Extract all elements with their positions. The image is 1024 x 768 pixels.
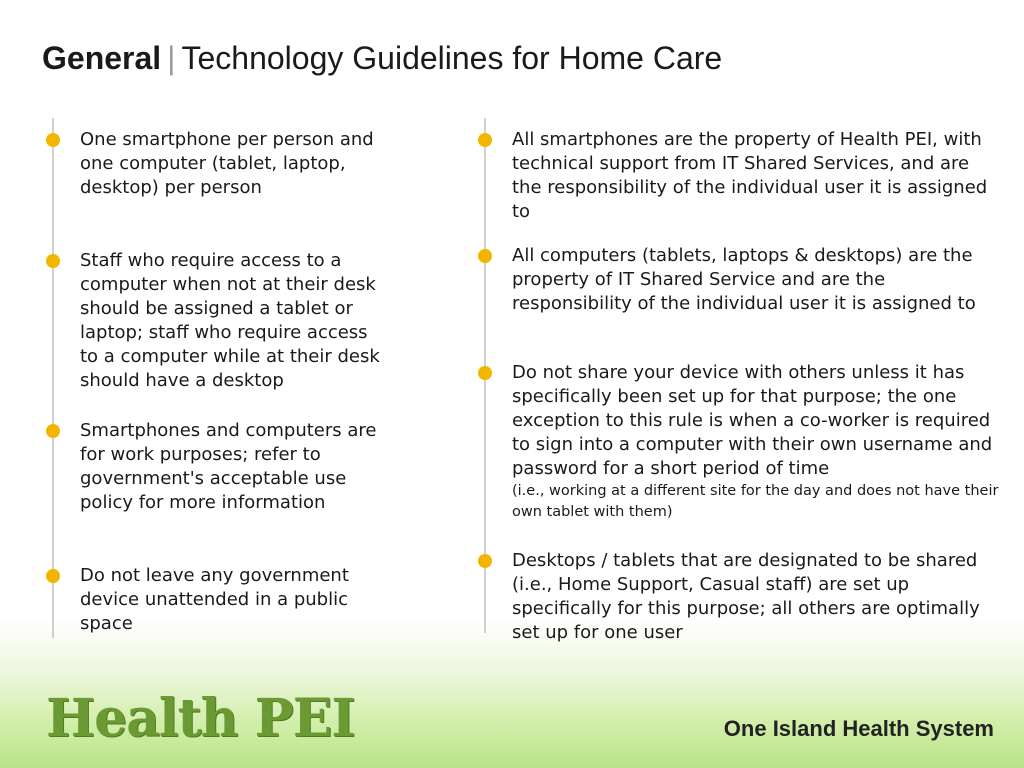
bullet-dot-icon [46, 424, 60, 438]
left-bullet-1 [40, 128, 390, 200]
bullet-dot-icon [46, 569, 60, 583]
bullet-text: Staff who require access to a computer when not at their desk should be assigned a tablet or laptop; staff who require access to a computer while at their desk should have a desktop [80, 250, 380, 391]
left-bullet-3 [40, 419, 390, 515]
bullet-dot-icon [478, 249, 492, 263]
bullet-text: Desktops / tablets that are designated to be shared (i.e., Home Support, Casual staff) are set up specifically for this purpose; all others are optimally set up for one user [512, 550, 980, 643]
title-separator: | [167, 40, 176, 76]
bullet-text: All smartphones are the property of Health PEI, with technical support from IT Shared Services, and are the responsibility of the individual user it is assigned to [512, 129, 988, 222]
bullet-text: Smartphones and computers are for work purposes; refer to government's acceptable use policy for more information [80, 420, 377, 513]
tagline: One Island Health System [723, 716, 994, 741]
title-strong: General [42, 40, 162, 76]
slide-title [42, 40, 722, 77]
right-bullet-2 [472, 244, 1000, 316]
left-bullet-2 [40, 249, 390, 393]
right-column [472, 118, 1012, 643]
bullet-text: All computers (tablets, laptops & desktops) are the property of IT Shared Service and are the responsibility of the individual user it is assigned to [512, 245, 976, 314]
bullet-text: Do not leave any government device unattended in a public space [80, 565, 349, 634]
bullet-dot-icon [46, 254, 60, 268]
left-bullet-4 [40, 564, 390, 636]
left-column [40, 118, 440, 638]
bullet-dot-icon [46, 133, 60, 147]
right-bullet-4 [472, 549, 1000, 645]
bullet-dot-icon [478, 554, 492, 568]
bullet-text: Do not share your device with others unless it has specifically been set up for that purpose; the one exception to this rule is when a co-worker is required to sign into a computer with their own username and password for a short period of time [512, 362, 993, 479]
bullet-text: One smartphone per person and one computer (tablet, laptop, desktop) per person [80, 129, 374, 198]
right-bullet-3 [472, 361, 1000, 523]
bullet-note: (i.e., working at a different site for the day and does not have their own tablet with them) [512, 483, 999, 520]
right-bullet-1 [472, 128, 1000, 224]
bullet-dot-icon [478, 366, 492, 380]
title-rest: Technology Guidelines for Home Care [181, 40, 723, 76]
health-pei-logo: Health PEI [46, 688, 355, 749]
bullet-dot-icon [478, 133, 492, 147]
